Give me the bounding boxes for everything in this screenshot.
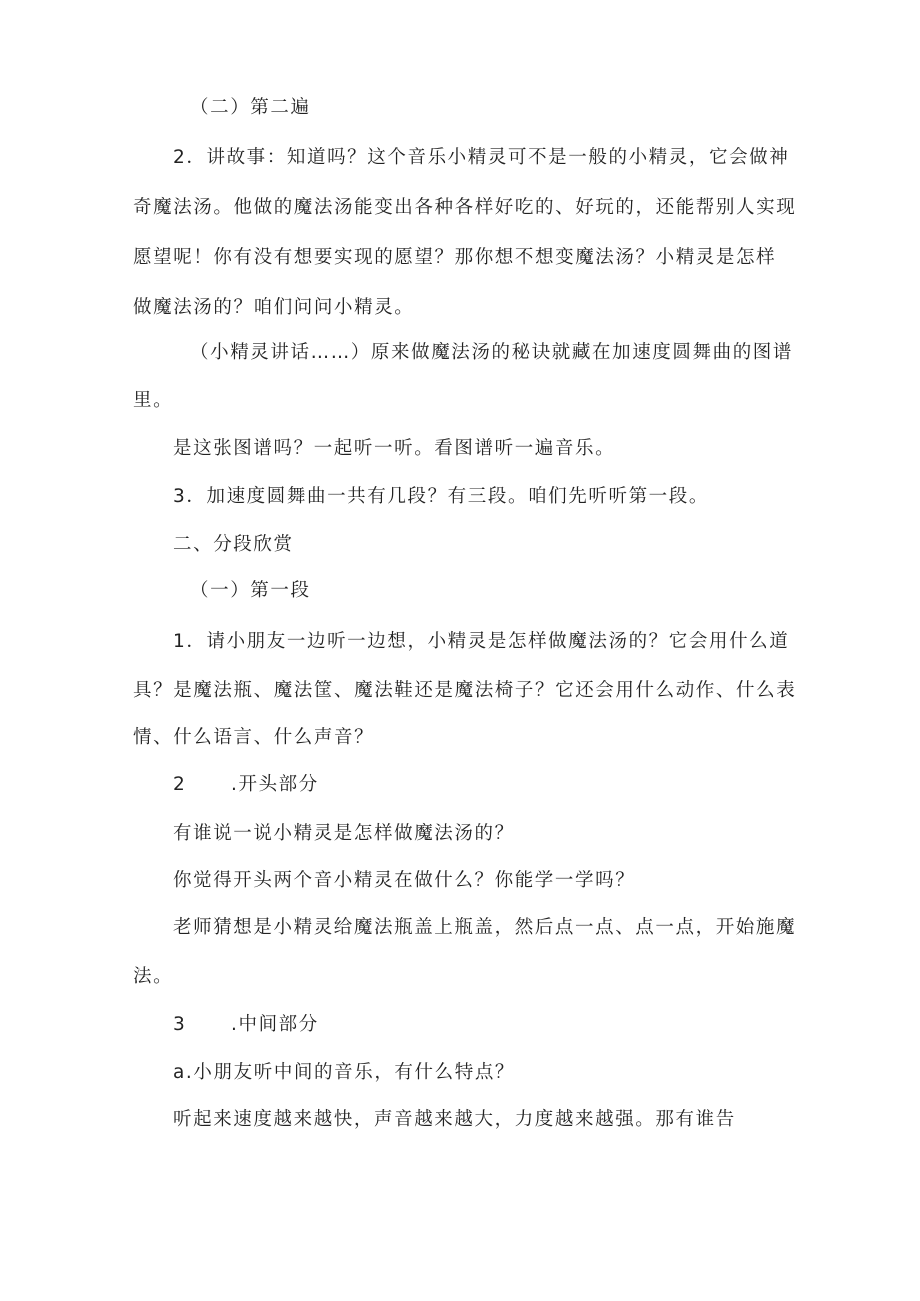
section-heading-segment-appreciation: 二、分段欣赏	[173, 534, 294, 555]
paragraph-line: 老师猜想是小精灵给魔法瓶盖上瓶盖，然后点一点、点一点，开始施魔	[173, 917, 797, 938]
paragraph-line: 2．讲故事：知道吗？这个音乐小精灵可不是一般的小精灵，它会做神	[173, 147, 790, 168]
section-heading-first-segment: （一）第一段	[190, 580, 311, 601]
subheading-opening	[173, 773, 319, 797]
paragraph-line: （小精灵讲话……）原来做魔法汤的秘诀就藏在加速度圆舞曲的图谱	[190, 342, 794, 363]
paragraph-line: 做魔法汤的？咱们问问小精灵。	[133, 297, 415, 318]
paragraph-line: 里。	[133, 390, 174, 411]
paragraph-line: 3．加速度圆舞曲一共有几段？有三段。咱们先听听第一段。	[173, 486, 709, 507]
paragraph-line: 听起来速度越来越快，声音越来越大，力度越来越强。那有谁告	[173, 1109, 736, 1130]
subheading-middle	[173, 1013, 319, 1037]
paragraph-line: 情、什么语言、什么声音？	[133, 727, 375, 748]
paragraph-line: 你觉得开头两个音小精灵在做什么？你能学一学吗？	[173, 870, 636, 891]
paragraph-line: a.小朋友听中间的音乐，有什么特点？	[173, 1062, 516, 1083]
paragraph-line: 奇魔法汤。他做的魔法汤能变出各种各样好吃的、好玩的，还能帮别人实现	[133, 197, 797, 218]
paragraph-line: 是这张图谱吗？一起听一听。看图谱听一遍音乐。	[173, 438, 616, 459]
paragraph-line: 具？是魔法瓶、魔法筐、魔法鞋还是魔法椅子？它还会用什么动作、什么表	[133, 680, 797, 701]
subheading-number: 2	[173, 774, 187, 795]
paragraph-line: 法。	[133, 966, 174, 987]
subheading-text: .中间部分	[231, 1014, 319, 1035]
subheading-text: .开头部分	[231, 774, 319, 795]
paragraph-line: 有谁说一说小精灵是怎样做魔法汤的？	[173, 823, 515, 844]
paragraph-line: 愿望呢！你有没有想要实现的愿望？那你想不想变魔法汤？小精灵是怎样	[133, 247, 777, 268]
paragraph-line: 1．请小朋友一边听一边想，小精灵是怎样做魔法汤的？它会用什么道	[173, 631, 790, 652]
section-heading-second-pass: （二）第二遍	[190, 97, 311, 118]
subheading-number: 3	[173, 1014, 187, 1035]
